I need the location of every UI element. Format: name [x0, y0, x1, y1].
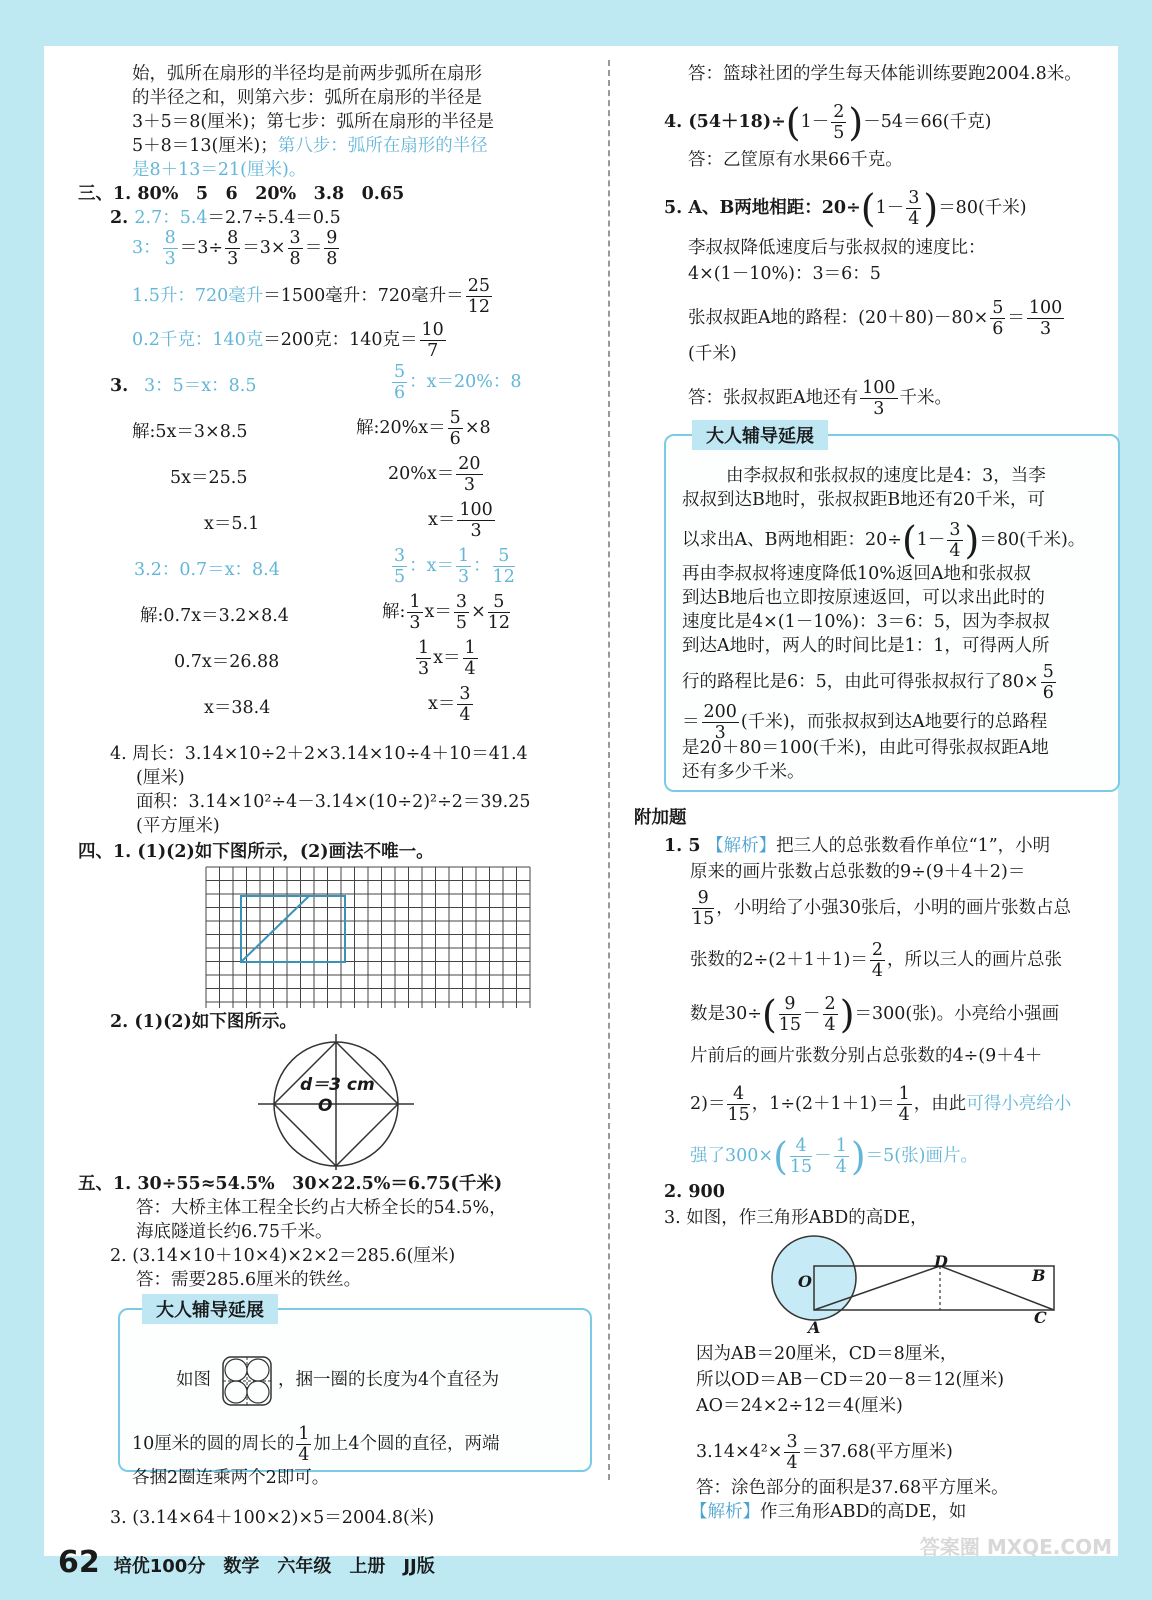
- numerator: 10: [421, 320, 444, 340]
- box-line: 如图: [176, 1370, 211, 1390]
- q4-line: 面积：3.14×10²÷4－3.14×(10÷2)²÷2＝39.25: [136, 792, 531, 812]
- section-4-q1: 四、1. (1)(2)如下图所示，(2)画法不唯一。: [78, 842, 434, 862]
- denominator: 5: [455, 613, 468, 633]
- circle-diameter-label: d＝3 cm: [300, 1075, 375, 1095]
- paren: (: [773, 1134, 788, 1179]
- fraction: [493, 546, 515, 587]
- denominator: 4: [871, 961, 883, 981]
- text-line: 所以OD＝AB－CD＝20－8＝12(厘米): [696, 1370, 1005, 1390]
- paren: (: [785, 100, 801, 145]
- fraction: [692, 888, 714, 929]
- numerator: 1: [464, 638, 476, 658]
- fraction: [457, 684, 472, 725]
- solution-step: x＝5.1: [204, 514, 260, 534]
- denominator: 6: [992, 319, 1004, 339]
- text-span: ，小明给了小强30张后，小明的画片张数占总: [716, 898, 1072, 918]
- numerator: 100: [862, 378, 896, 398]
- text-span: ＝300(张)。小亮给小强画: [854, 1004, 1060, 1024]
- fraction: [790, 1136, 812, 1177]
- text-line: [690, 1500, 966, 1524]
- fraction: [784, 1432, 799, 1473]
- fraction: [463, 638, 478, 679]
- numerator: 5: [493, 546, 515, 567]
- solution-step: 解:0.7x＝3.2×8.4: [140, 606, 289, 626]
- book-title: 培优100分 数学 六年级 上册 JJ版: [113, 1556, 435, 1577]
- numerator: 1: [298, 1424, 310, 1444]
- denominator: 4: [459, 705, 471, 725]
- denominator: 3: [164, 249, 176, 269]
- solution-step: [388, 454, 485, 495]
- denominator: 4: [908, 209, 920, 229]
- box-line: ，捆一圈的长度为4个直径为: [278, 1370, 500, 1390]
- numerator: 9: [692, 888, 714, 909]
- numerator: 5: [1042, 662, 1054, 682]
- text-span: ＝80(千米)。: [979, 530, 1086, 550]
- text-span: x＝: [428, 694, 456, 714]
- text-line: 数是30÷( $\frac{9}{15}$ － $\frac{2}{4}$ )＝300(张)。小亮给小强画: [690, 992, 1060, 1037]
- text-span: 10厘米的圆的周长的: [132, 1434, 295, 1454]
- text-span: 第八步：弧所在扇形的半径: [277, 136, 488, 156]
- column-divider: [608, 60, 610, 1480]
- q-number: 3.: [110, 376, 129, 396]
- fraction: [1041, 662, 1056, 703]
- fraction: [454, 592, 469, 633]
- q4-right: [664, 102, 991, 143]
- point-label-o: O: [798, 1272, 812, 1291]
- text-line: 因为AB＝20厘米，CD＝8厘米，: [696, 1344, 958, 1364]
- denominator: 6: [1042, 683, 1054, 703]
- paren: ): [923, 186, 939, 231]
- denominator: 3: [409, 613, 421, 633]
- page-number: 62: [58, 1545, 100, 1580]
- text-span: 答：张叔叔距A地还有: [688, 388, 859, 408]
- text-span: ＝200克：140克＝: [263, 330, 418, 350]
- numerator: 5: [449, 408, 461, 428]
- paren: (: [761, 992, 777, 1037]
- point-label-a: A: [808, 1318, 821, 1337]
- text-line: [696, 1432, 953, 1473]
- numerator: 8: [227, 228, 239, 248]
- text-line: 4×(1－10%)：3＝6：5: [688, 264, 881, 284]
- numerator: 3: [908, 188, 920, 208]
- fraction: [466, 276, 492, 317]
- denominator: 15: [692, 909, 715, 929]
- text-span: 1－: [800, 112, 830, 132]
- fraction: [296, 1424, 311, 1465]
- text-span: x＝: [433, 648, 461, 668]
- fraction: [779, 994, 801, 1035]
- text-line: 始，弧所在扇形的半径均是前两步弧所在扇形: [132, 64, 482, 84]
- text-span: 加上4个圆的直径，两端: [313, 1434, 500, 1454]
- answer-line: 答：乙筐原有水果66千克。: [688, 150, 903, 170]
- section-4-q2: 2. (1)(2)如下图所示。: [110, 1012, 297, 1032]
- decorative-border-right: [1118, 0, 1152, 1600]
- text-span: x＝: [424, 602, 452, 622]
- geometry-figure: [770, 1232, 1060, 1332]
- ratio-line: [132, 320, 448, 361]
- text-line: [690, 940, 1062, 981]
- text-line: 强了300×( $\frac{4}{15}$ － $\frac{1}{4}$ )＝5(张)画片。: [690, 1134, 978, 1179]
- text-span: 解:20%x＝: [356, 418, 446, 438]
- fraction: [1027, 298, 1064, 339]
- watermark-logo: 答案圈 MXQE.COM: [919, 1535, 1112, 1559]
- denominator: 4: [949, 541, 961, 561]
- numerator: 100: [459, 500, 493, 520]
- numerator: 20: [458, 454, 481, 474]
- fraction: [906, 188, 921, 229]
- box-line: 由李叔叔和张叔叔的速度比是4：3，当李: [726, 466, 1046, 486]
- analysis-tag: 【解析】: [690, 1502, 760, 1522]
- numerator: 1: [835, 1136, 847, 1156]
- denominator: 6: [394, 383, 406, 403]
- text-line: 的半径之和，则第六步：弧所在扇形的半径是: [132, 88, 482, 108]
- text-span: ＝: [682, 712, 700, 732]
- solution-step: [428, 500, 497, 541]
- text-line: 是8＋13＝21(厘米)。: [132, 160, 307, 180]
- text-span: ×: [471, 602, 486, 622]
- equation: [390, 362, 522, 403]
- four-circles-icon: [222, 1356, 272, 1406]
- text-span: 五、1. 30÷55≈54.5% 30×22.5%＝6.75(千米): [78, 1174, 503, 1194]
- denominator: 8: [326, 249, 338, 269]
- fraction: [860, 378, 897, 419]
- text-span: －54＝66(千克): [863, 112, 992, 132]
- denominator: 5: [394, 567, 406, 587]
- denominator: 3: [463, 475, 475, 495]
- tutor-box-title: 大人辅导延展: [692, 420, 828, 450]
- text-span: x＝: [428, 510, 456, 530]
- section-3-q2: [110, 206, 341, 230]
- page-footer: [58, 1545, 435, 1580]
- fraction: [392, 362, 407, 403]
- fraction: [727, 1084, 749, 1125]
- circle-center-label: O: [318, 1096, 333, 1116]
- denominator: 15: [727, 1105, 750, 1125]
- denominator: 15: [778, 1015, 802, 1035]
- text-span: 3.14×4²×: [696, 1442, 783, 1462]
- numerator: 2: [824, 994, 836, 1014]
- answer-line: [688, 378, 952, 419]
- paren: ): [850, 1134, 866, 1179]
- numerator: 1: [418, 638, 430, 658]
- box-line: [682, 520, 1085, 561]
- paren: (: [901, 518, 917, 563]
- fraction: [448, 408, 463, 449]
- text-span: ＝3×: [242, 238, 286, 258]
- text-span: 行的路程比是6：5，由此可得张叔叔行了80×: [682, 672, 1039, 692]
- text-span: ＝3÷: [179, 238, 224, 258]
- answer-line: 答：大桥主体工程全长约占大桥全长的54.5%，: [136, 1198, 507, 1218]
- text-span: 5. A、B两地相距：20÷: [664, 198, 861, 218]
- box-line: 再由李叔叔将速度降低10%返回A地和张叔叔: [682, 564, 1032, 584]
- q4-line: (平方厘米): [136, 816, 220, 836]
- text-span: ，1÷(2＋1＋1)＝: [751, 1094, 895, 1114]
- text-span: 1. 5: [664, 836, 701, 856]
- denominator: 4: [898, 1105, 910, 1125]
- text-line: (千米): [688, 344, 737, 364]
- solution-step: [356, 408, 491, 449]
- numerator: 3: [455, 592, 468, 612]
- answer-line: 答：涂色部分的面积是37.68平方厘米。: [696, 1478, 1009, 1498]
- text-span: ＝: [1007, 308, 1025, 328]
- tutor-box-title: 大人辅导延展: [142, 1294, 278, 1324]
- fraction: [163, 228, 178, 269]
- section-5-q2: 2. (3.14×10＋10×4)×2×2＝285.6(厘米): [110, 1246, 456, 1266]
- decorative-border-left: [0, 0, 44, 1600]
- text-span: 强了300×: [690, 1146, 774, 1166]
- denominator: 12: [492, 567, 515, 587]
- fraction: [288, 228, 303, 269]
- numerator: 3: [459, 684, 471, 704]
- text-span: ＝1500毫升：720毫升＝: [263, 286, 464, 306]
- numerator: 25: [467, 276, 490, 296]
- text-span: 2.7：5.4: [134, 208, 208, 228]
- box-line: 到达A地时，两人的时间比是1：1，可得两人所: [682, 636, 1050, 656]
- text-span: 张数的2÷(2＋1＋1)＝: [690, 950, 868, 970]
- denominator: 4: [298, 1445, 310, 1465]
- fraction: [392, 546, 407, 587]
- denominator: 15: [789, 1157, 813, 1177]
- circle-figure: [258, 1034, 414, 1170]
- numerator: 4: [727, 1084, 749, 1105]
- box-line: 是20＋80＝100(千米)，由此可得张叔叔距A地: [682, 738, 1049, 758]
- denominator: 3: [227, 249, 239, 269]
- text-span: 20%x＝: [388, 464, 455, 484]
- numerator: 3: [289, 228, 301, 248]
- text-span: 作三角形ABD的高DE，如: [760, 1502, 967, 1522]
- box-line: 各捆2圈连乘两个2即可。: [132, 1468, 330, 1488]
- denominator: 3: [470, 521, 482, 541]
- decorative-border-top: [0, 0, 1152, 46]
- text-span: ：x＝20%：8: [409, 372, 522, 392]
- bonus-q2: 2. 900: [664, 1182, 725, 1202]
- numerator: 2: [871, 940, 883, 960]
- text-span: 1.5升：720毫升: [132, 286, 264, 306]
- fraction: [324, 228, 339, 269]
- section-5-q3: 3. (3.14×64＋100×2)×5＝2004.8(米): [110, 1508, 435, 1528]
- fraction: [870, 940, 885, 981]
- text-line: [688, 298, 1066, 339]
- text-span: 3：: [132, 238, 161, 258]
- answer-line: 海底隧道长约6.75千米。: [136, 1222, 333, 1242]
- denominator: 4: [835, 1157, 847, 1177]
- q-number: 2.: [110, 208, 135, 228]
- numerator: 9: [326, 228, 338, 248]
- text-span: 把三人的总张数看作单位“1”，小明: [776, 836, 1051, 856]
- box-line: [682, 662, 1058, 703]
- numerator: 5: [992, 298, 1004, 318]
- fraction: [488, 592, 510, 633]
- fraction: [457, 500, 494, 541]
- denominator: 5: [833, 123, 845, 143]
- denominator: 8: [289, 249, 301, 269]
- solution-step: 解:5x＝3×8.5: [132, 422, 248, 442]
- solution-step: [382, 592, 512, 633]
- text-line: 片前后的画片张数分别占总张数的4÷(9＋4＋: [690, 1046, 1043, 1066]
- solution-step: [414, 638, 480, 679]
- numerator: 3: [949, 520, 961, 540]
- text-span: 可得小亮给小: [966, 1094, 1072, 1114]
- solution-step: x＝38.4: [204, 698, 271, 718]
- paren: ): [964, 518, 980, 563]
- denominator: 7: [427, 341, 439, 361]
- fraction: [225, 228, 240, 269]
- numerator: 9: [779, 994, 801, 1015]
- text-line: 3＋5＝8(厘米)；第七步：弧所在扇形的半径是: [132, 112, 495, 132]
- text-span: 4. (54＋18)÷: [664, 112, 786, 132]
- fraction: [407, 592, 422, 633]
- text-span: 1－: [916, 530, 946, 550]
- denominator: 4: [464, 659, 476, 679]
- equation: [390, 546, 517, 587]
- text-span: ＝80(千米): [938, 198, 1027, 218]
- text-span: (千米)，而张叔叔到达A地要行的总路程: [740, 712, 1048, 732]
- fraction: [990, 298, 1005, 339]
- bonus-q3: [664, 1206, 928, 1230]
- analysis-tag: 【解析】: [706, 836, 777, 856]
- text-span: 以求出A、B两地相距：20÷: [682, 530, 902, 550]
- denominator: 4: [824, 1015, 836, 1035]
- text-span: ：: [473, 556, 491, 576]
- q4-line: 4. 周长：3.14×10÷2＋2×3.14×10÷4＋10＝41.4: [110, 744, 528, 764]
- ratio-line: 3： $\frac{8}{3}$ ＝3÷ $\frac{8}{3}$ ＝3× $\frac{3}{8}$ ＝ $\frac{9}{8}$: [132, 228, 338, 269]
- box-line: 叔叔到达B地时，张叔叔距B地还有20千米，可: [682, 490, 1045, 510]
- box-line: [132, 1424, 500, 1465]
- denominator: 3: [418, 659, 430, 679]
- numerator: 4: [790, 1136, 812, 1157]
- text-span: ，所以三人的画片总张: [887, 950, 1062, 970]
- fraction: [947, 520, 962, 561]
- text-line: [690, 888, 1071, 929]
- text-line: 原来的画片张数占总张数的9÷(9＋4＋2)＝: [690, 862, 1026, 882]
- numerator: 3: [786, 1432, 798, 1452]
- answer-line: 答：篮球社团的学生每天体能训练要跑2004.8米。: [688, 64, 1082, 84]
- q4-line: (厘米): [136, 768, 185, 788]
- denominator: 4: [786, 1453, 798, 1473]
- text-span: ＝2.7÷5.4＝0.5: [207, 208, 341, 228]
- paren: ): [839, 992, 855, 1037]
- point-label-d: D: [934, 1252, 948, 1271]
- denominator: 12: [487, 613, 511, 633]
- numerator: 5: [394, 362, 406, 382]
- numerator: 8: [164, 228, 176, 248]
- equation: 3.2：0.7＝x：8.4: [134, 560, 280, 580]
- text-span: ＝5(张)画片。: [865, 1146, 978, 1166]
- denominator: 3: [873, 399, 885, 419]
- numerator: 2: [833, 102, 845, 122]
- bonus-q1: [664, 834, 1050, 858]
- text-span: 5＋8＝13(厘米)；: [132, 136, 278, 156]
- section-3-q1: 三、1. 80% 5 6 20% 3.8 0.65: [78, 184, 405, 204]
- text-line: [132, 134, 488, 158]
- bonus-heading: 附加题: [634, 808, 687, 828]
- denominator: 3: [458, 567, 470, 587]
- paren: ): [848, 100, 864, 145]
- section-5-q1: [78, 1172, 502, 1196]
- point-label-c: C: [1034, 1308, 1047, 1327]
- text-span: 张叔叔距A地的路程：(20＋80)－80×: [688, 308, 989, 328]
- text-span: 千米。: [899, 388, 953, 408]
- numerator: 1: [409, 592, 421, 612]
- fraction: [456, 454, 482, 495]
- box-line: 到达B地后也立即按原速返回，可以求出此时的: [682, 588, 1045, 608]
- grid-figure: [205, 866, 531, 1008]
- solution-step: 5x＝25.5: [170, 468, 248, 488]
- box-line: 速度比是4×(1－10%)：3＝6：5，因为李叔叔: [682, 612, 1050, 632]
- fraction: [834, 1136, 849, 1177]
- equation: 3：5＝x：8.5: [144, 376, 257, 396]
- fraction: [416, 638, 431, 679]
- text-span: ＝37.68(平方厘米): [801, 1442, 953, 1462]
- numerator: 5: [488, 592, 510, 613]
- solution-step: 0.7x＝26.88: [174, 652, 280, 672]
- numerator: 1: [898, 1084, 910, 1104]
- denominator: 6: [449, 429, 461, 449]
- numerator: 3: [394, 546, 406, 566]
- text-span: ×8: [464, 418, 491, 438]
- box-line: 还有多少千米。: [682, 762, 805, 782]
- numerator: 200: [703, 702, 737, 722]
- ratio-line: [132, 276, 494, 317]
- text-line: AO＝24×2÷12＝4(厘米): [696, 1396, 903, 1416]
- text-span: 2)＝: [690, 1094, 726, 1114]
- text-span: 1－: [875, 198, 905, 218]
- solution-step: [428, 684, 475, 725]
- paren: (: [860, 186, 876, 231]
- fraction: [897, 1084, 912, 1125]
- text-span: 0.2千克：140克: [132, 330, 264, 350]
- point-label-b: B: [1032, 1266, 1046, 1285]
- denominator: 12: [467, 297, 490, 317]
- text-line: [690, 1084, 1071, 1125]
- numerator: 1: [458, 546, 470, 566]
- text-span: ，由此: [913, 1094, 967, 1114]
- text-line: 李叔叔降低速度后与张叔叔的速度比：: [688, 238, 986, 258]
- denominator: 3: [714, 723, 726, 743]
- text-span: 解:: [382, 602, 406, 622]
- fraction: [456, 546, 471, 587]
- fraction: [823, 994, 838, 1035]
- fraction: [831, 102, 846, 143]
- text-span: 数是30÷: [690, 1004, 762, 1024]
- q5-right: [664, 188, 1027, 229]
- numerator: 100: [1028, 298, 1063, 318]
- text-span: 3. 如图，作三角形ABD的高DE，: [664, 1208, 928, 1228]
- answer-line: 答：需要285.6厘米的铁丝。: [136, 1270, 362, 1290]
- text-span: ：x＝: [409, 556, 455, 576]
- denominator: 3: [1040, 319, 1052, 339]
- fraction: [420, 320, 446, 361]
